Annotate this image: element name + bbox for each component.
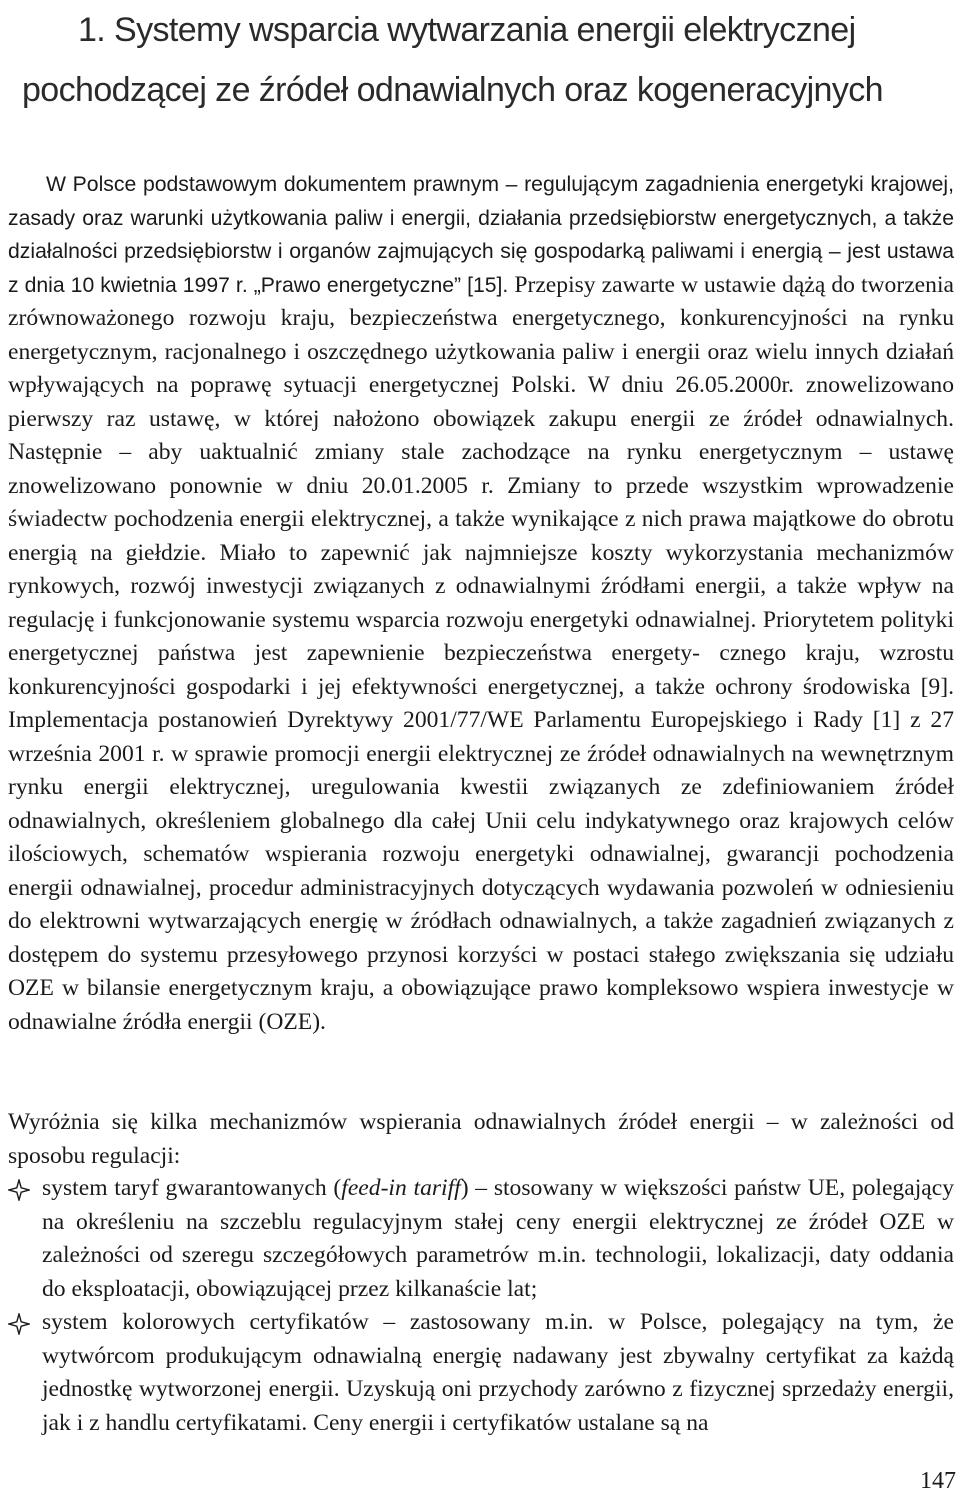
paragraph-1 bbox=[8, 168, 954, 1039]
mechanism-list bbox=[8, 1172, 954, 1440]
chapter-title bbox=[0, 0, 960, 120]
list-item-1-text-end: ) – stosowany w większości państw UE, polegający na określeniu na szczeblu regulacyjnym stałej ceny energii elektrycznej ze źródeł OZE w zależności od szeregu szczegółowych parametrów m.in. technologii, lokalizacji, daty oddania do eksploatacji, obowiązującej przez kilkanaście lat; bbox=[42, 1175, 955, 1302]
list-item-feed-in-tariff bbox=[8, 1172, 954, 1306]
four-point-star-outline-icon bbox=[8, 1313, 30, 1335]
paragraph-1-serif-segment: Przepisy zawarte w ustawie dążą do tworzenia zrównoważonego rozwoju kraju, bezpieczeństwa energetycznego, konkurencyjności na rynku energetycznym, racjonalnego i oszczędnego użytkowania paliw i energii oraz wielu innych działań wpływających na poprawę sytuacji energetycznej Polski. W dniu 26.05.2000r. znowelizowano pierwszy raz ustawę, w której nałożono obowiązek zakupu energii ze źródeł odnawialnych. Następnie – aby uaktualnić zmiany stale zachodzące na rynku energetycznym – ustawę znowelizowano ponownie w dniu 20.01.2005 r. Zmiany to przede wszystkim wprowadzenie świadectw pochodzenia energii elektrycznej, a także wynikające z nich prawa majątkowe do obrotu energią na giełdzie. Miało to zapewnić jak najmniejsze koszty wykorzystania mechanizmów rynkowych, rozwój inwestycji związanych z odnawialnymi źródłami energii, a także wpływ na regulację i funkcjonowanie systemu wsparcia rozwoju energetyki odnawialnej. Priorytetem polityki energetycznej państwa jest zapewnienie bezpieczeństwa energety- cznego kraju, wzrostu konkurencyjności gospodarki i jej efektywności energetycznej, a także ochrony środowiska [9]. Implementacja postanowień Dyrektywy 2001/77/WE Parlamentu Europejskiego i Rady [1] z 27 września 2001 r. w sprawie promocji energii elektrycznej ze źródeł odnawialnych na wewnętrznym rynku energii elektrycznej, uregulowania kwestii związanych ze zdefiniowaniem źródeł odnawialnych, określeniem globalnego dla całej Unii celu indykatywnego oraz krajowych celów ilościowych, schematów wspierania rozwoju energetyki odnawialnej, gwarancji pochodzenia energii odnawialnej, procedur administracyjnych dotyczących wydawania pozwoleń w odniesieniu do elektrowni wytwarzających energię w źródłach odnawialnych, a także zagadnień związanych z dostępem do systemu przesyłowego przynosi korzyści w postaci stałego zwiększania się udziału OZE w bilansie energetycznym kraju, a obowiązujące prawo kompleksowo wspiera inwestycje w odnawialne źródła energii (OZE). bbox=[8, 271, 954, 1035]
page-number: 147 bbox=[920, 1468, 956, 1494]
chapter-title-line-2: pochodzącej ze źródeł odnawialnych oraz kogeneracyjnych bbox=[22, 71, 883, 109]
paragraph-1-sans-segment: W Polsce podstawowym dokumentem prawnym – regulującym zagadnienia energetyki krajowej, zasady oraz warunki użytkowania paliw i energii, działania przedsiębiorstw energetycznych, a także działalności przedsiębiorstw i organów zajmujących się gospodarką paliwami i energią – jest ustawa z dnia 10 kwietnia 1997 r. „Prawo energetyczne” [15]. bbox=[8, 173, 954, 297]
list-item-1-italic-term: feed-in tariff bbox=[341, 1175, 461, 1201]
list-item-2-text: system kolorowych certyfikatów – zastosowany m.in. w Polsce, polegający na tym, że wytwórcom produkującym odnawialną energię nadawany jest zbywalny certyfikat za każdą jednostkę wytworzonej energii. Uzyskują oni przychody zarówno z fizycznej sprzedaży energii, jak i z handlu certyfikatami. Ceny energii i certyfikatów ustalane są na bbox=[42, 1309, 954, 1436]
list-item-colored-certificates bbox=[8, 1306, 954, 1440]
list-item-1-text-start: system taryf gwarantowanych ( bbox=[42, 1175, 342, 1201]
chapter-title-line-1: 1. Systemy wsparcia wytwarzania energii elektrycznej bbox=[78, 11, 856, 49]
four-point-star-outline-icon bbox=[8, 1179, 30, 1201]
paragraph-2: Wyróżnia się kilka mechanizmów wspierania odnawialnych źródeł energii – w zależności od sposobu regulacji: bbox=[8, 1109, 954, 1169]
